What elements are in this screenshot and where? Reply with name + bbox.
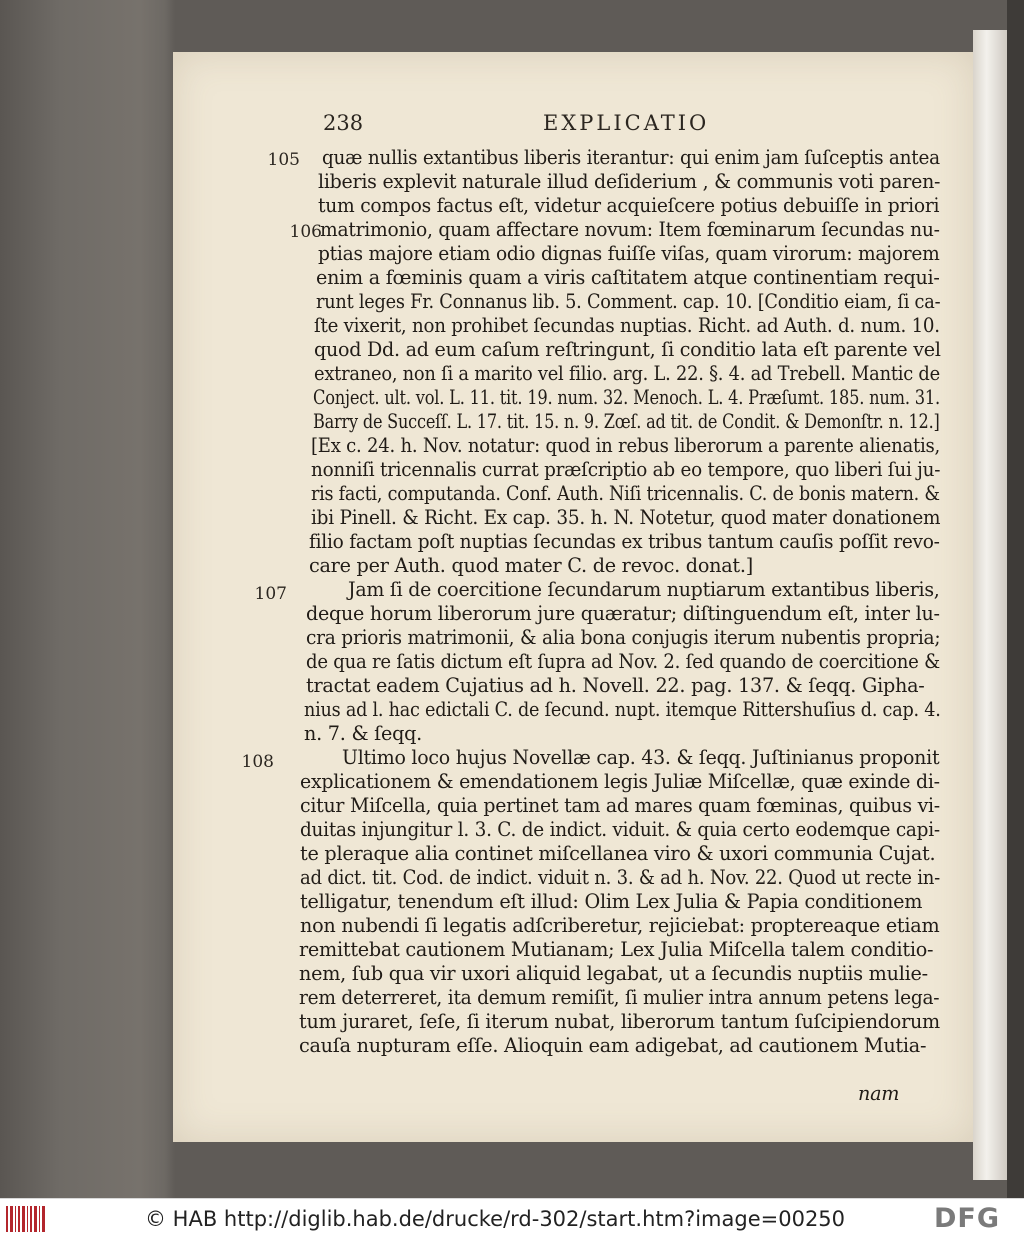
text-line: duitas injungitur l. 3. C. de indict. viduit. & quia certo eodemque capi- <box>300 818 940 841</box>
text-line: cauſa nupturam eſſe. Alioquin eam adigebat, ad cautionem Mutia- <box>299 1034 927 1057</box>
viewer-footer <box>0 1198 1024 1239</box>
text-line: tum juraret, ſeſe, ſi iterum nubat, liberorum tantum ſuſcipiendorum <box>299 1010 940 1033</box>
text-line: cra prioris matrimonii, & alia bona conjugis iterum nubentis propria; <box>306 626 941 649</box>
text-line: quæ nullis extantibus liberis iterantur: qui enim jam ſuſceptis antea <box>322 146 940 169</box>
text-line: nonniſi tricennalis currat præſcriptio ab eo tempore, quo liberi ſui ju- <box>311 458 941 481</box>
text-line: telligatur, tenendum eſt illud: Olim Lex Julia & Papia conditionem <box>300 890 923 913</box>
text-line: n. 7. & ſeqq. <box>304 722 423 745</box>
text-line: Ultimo loco hujus Novellæ cap. 43. & ſeqq. Juſtinianus proponit <box>342 746 940 769</box>
text-line: citur Miſcella, quia pertinet tam ad mares quam fœminas, quibus vi- <box>300 794 940 817</box>
page-edge <box>973 30 1007 1180</box>
text-line: te pleraque alia continet miſcellanea viro & uxori communia Cujat. <box>300 842 936 865</box>
running-head: EXPLICATIO <box>543 111 710 135</box>
text-line: non nubendi ſi legatis adſcriberetur, rejiciebat: proptereaque etiam <box>300 914 940 937</box>
text-line: care per Auth. quod mater C. de revoc. donat.] <box>309 554 753 577</box>
text-line: nius ad l. hac edictali C. de ſecund. nupt. itemque Rittershuſius d. cap. 4. <box>304 698 941 721</box>
hab-barcode-icon <box>6 1206 46 1232</box>
text-line: Conject. ult. vol. L. 11. tit. 19. num. 32. Menoch. L. 4. Præſumt. 185. num. 31. <box>313 386 940 409</box>
text-line: liberis explevit naturale illud deſiderium , & communis voti paren- <box>318 170 941 193</box>
text-line: ris facti, computanda. Conf. Auth. Niſi tricennalis. C. de bonis matern. & <box>311 482 940 505</box>
text-line: Jam ſi de coercitione ſecundarum nuptiarum extantibus liberis, <box>348 578 940 601</box>
page-edge-shadow <box>1007 0 1024 1198</box>
text-line: nem, ſub qua vir uxori aliquid legabat, ut a ſecundis nuptiis mulie- <box>299 962 928 985</box>
text-line: runt leges Fr. Connanus lib. 5. Comment. cap. 10. [Conditio eiam, ſi ca- <box>316 290 941 313</box>
text-line: Barry de Succeſſ. L. 17. tit. 15. n. 9. Zœſ. ad tit. de Condit. & Demonſtr. n. 12.] <box>313 410 940 433</box>
text-line: explicationem & emendationem legis Juliæ Miſcellæ, quæ exinde di- <box>300 770 940 793</box>
text-line: enim a fœminis quam a viris caſtitatem atque continentiam requi- <box>316 266 940 289</box>
text-line: matrimonio, quam affectare novum: Item fœminarum ſecundas nu- <box>320 218 940 241</box>
text-line: ibi Pinell. & Richt. Ex cap. 35. h. N. Notetur, quod mater donationem <box>311 506 941 529</box>
text-line: quod Dd. ad eum caſum reſtringunt, ſi conditio lata eſt parente vel <box>314 338 941 361</box>
copyright-link[interactable]: © HAB http://diglib.hab.de/drucke/rd-302/start.htm?image=00250 <box>145 1207 846 1231</box>
text-line: deque horum liberorum jure quæratur; diſtinguendum eſt, inter lu- <box>306 602 940 625</box>
text-line: [Ex c. 24. h. Nov. notatur: quod in rebus liberorum a parente alienatis, <box>311 434 941 457</box>
margin-number: 108 <box>241 752 274 772</box>
margin-number: 105 <box>267 150 300 170</box>
text-line: extraneo, non ſi a marito vel filio. arg. L. 22. §. 4. ad Trebell. Mantic de <box>314 362 940 385</box>
margin-number: 107 <box>254 584 287 604</box>
text-line: tum compos factus eſt, videtur acquieſcere potius debuiſſe in priori <box>318 194 940 217</box>
text-line: rem deterreret, ita demum remiſit, ſi mulier intra annum petens lega- <box>299 986 940 1009</box>
text-line: ptias majore etiam odio dignas fuiſſe viſas, quam virorum: majorem <box>318 242 940 265</box>
text-line: de qua re ſatis dictum eſt ſupra ad Nov. 2. ſed quando de coercitione & <box>306 650 940 673</box>
text-line: ad dict. tit. Cod. de indict. viduit n. 3. & ad h. Nov. 22. Quod ut recte in- <box>300 866 940 889</box>
page-number: 238 <box>323 111 364 135</box>
margin-number: 106 <box>289 222 322 242</box>
text-line: remittebat cautionem Mutianam; Lex Julia Miſcella talem conditio- <box>299 938 934 961</box>
dfg-logo: DFG <box>934 1203 1001 1234</box>
text-line: ſte vixerit, non prohibet ſecundas nuptias. Richt. ad Auth. d. num. 10. <box>314 314 940 337</box>
text-line: tractat eadem Cujatius ad h. Novell. 22. pag. 137. & ſeqq. Gipha- <box>306 674 925 697</box>
catchword: nam <box>858 1082 900 1105</box>
text-line: filio factam poſt nuptias ſecundas ex tribus tantum cauſis poſſit revo- <box>309 530 940 553</box>
